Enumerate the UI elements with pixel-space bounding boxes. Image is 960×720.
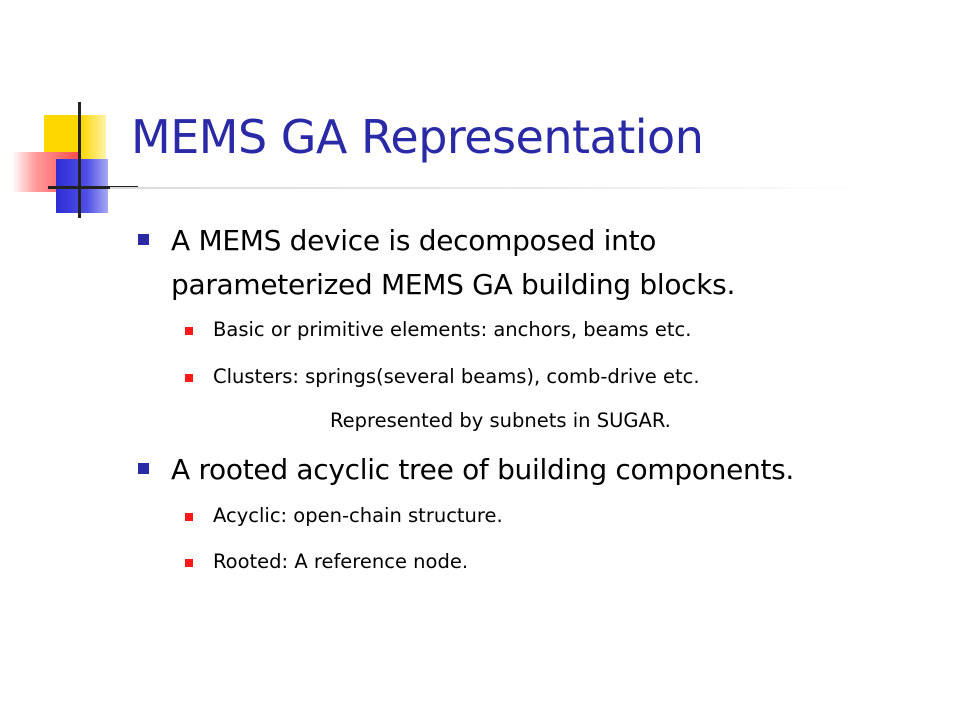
square-bullet-icon: [185, 559, 193, 567]
slide-title: MEMS GA Representation: [131, 110, 704, 164]
bullet-item: [171, 448, 911, 492]
bullet-text-line: parameterized MEMS GA building blocks.: [171, 268, 736, 301]
square-bullet-icon: [138, 234, 149, 245]
bullet-text-line: A rooted acyclic tree of building components.: [171, 453, 795, 486]
bullet-item: [171, 219, 911, 307]
sub-bullet-item: [213, 502, 893, 530]
sub-bullet-text: Acyclic: open-chain structure.: [213, 504, 503, 527]
sub-bullet-note: Represented by subnets in SUGAR.: [330, 409, 671, 432]
sub-bullet-text: Clusters: springs(several beams), comb-drive etc.: [213, 365, 700, 388]
square-bullet-icon: [138, 463, 149, 474]
bullet-text-line: A MEMS device is decomposed into: [171, 224, 657, 257]
square-bullet-icon: [185, 374, 193, 382]
square-bullet-icon: [185, 327, 193, 335]
sub-bullet-item: [213, 316, 893, 344]
sub-bullet-text: Basic or primitive elements: anchors, beams etc.: [213, 318, 692, 341]
sub-bullet-item: [213, 548, 893, 576]
sub-bullet-text: Rooted: A reference node.: [213, 550, 469, 573]
square-bullet-icon: [185, 513, 193, 521]
sub-bullet-item: [213, 363, 893, 391]
